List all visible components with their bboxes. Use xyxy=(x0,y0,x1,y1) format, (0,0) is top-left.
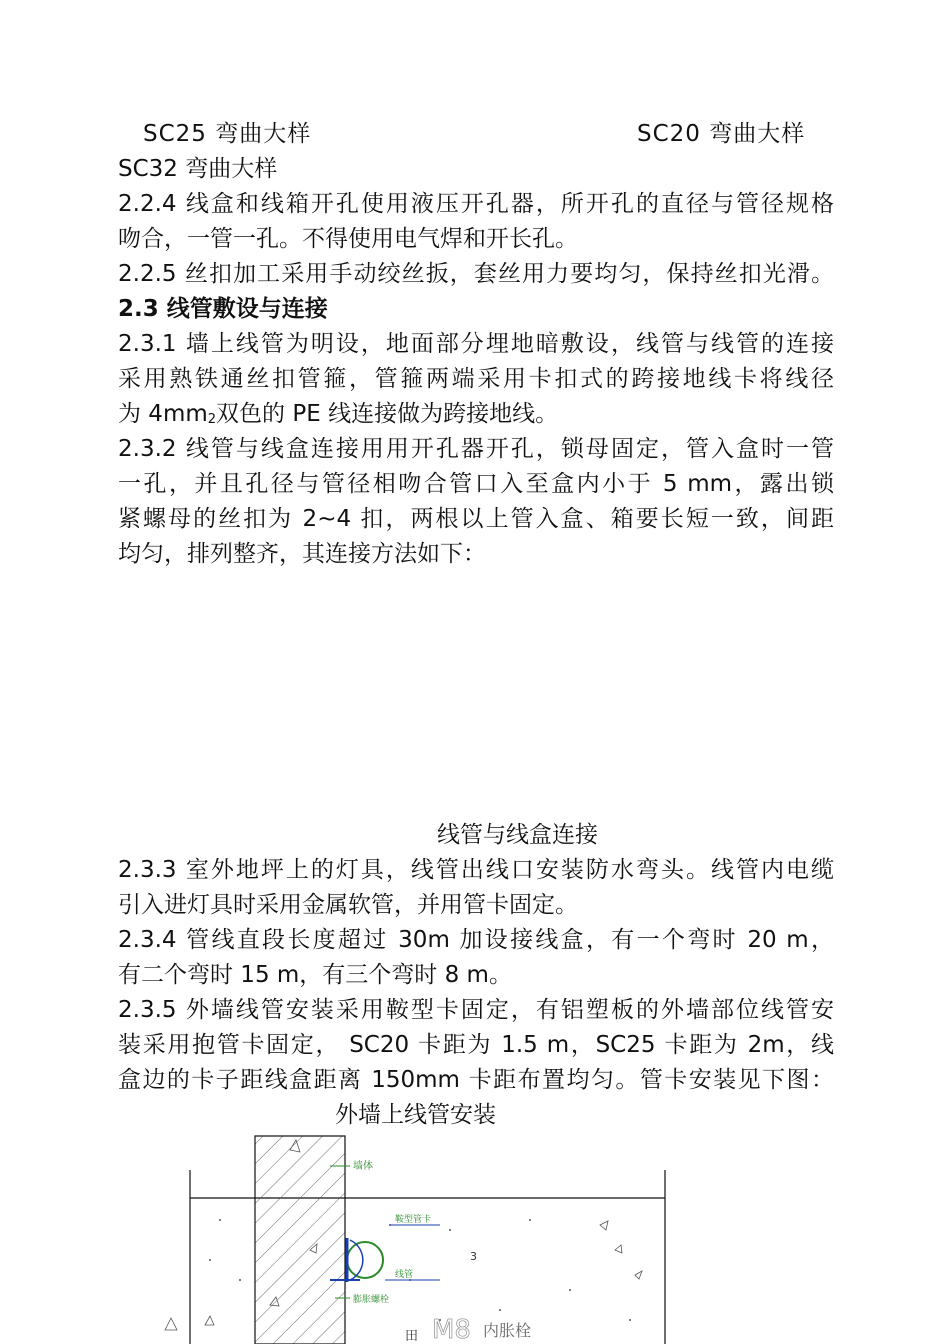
caption-wall-install: 外墙上线管安装 xyxy=(335,1102,496,1128)
para-234-line2: 有二个弯时 15 m，有三个弯时 8 m。 xyxy=(118,962,512,988)
para-231-line3 xyxy=(118,397,834,437)
para-224-line2: 吻合，一管一孔。不得使用电气焊和开长孔。 xyxy=(118,226,578,252)
para-225-line1: 2.2.5 丝扣加工采用手动绞丝扳，套丝用力要均匀，保持丝扣光滑。 xyxy=(118,261,834,287)
label-m8: M8 xyxy=(432,1315,471,1344)
para-233-line2: 引入进灯具时采用金属软管，并用管卡固定。 xyxy=(118,892,578,918)
label-pipe: 线管 xyxy=(395,1270,414,1280)
label-number: 3 xyxy=(470,1250,477,1263)
para-231-line2: 采用熟铁通丝扣管箍，管箍两端采用卡扣式的跨接地线卡将线径 xyxy=(118,366,834,392)
label-wall: 墙体 xyxy=(353,1161,373,1172)
caption-sc20: SC20 弯曲大样 xyxy=(637,121,806,147)
para-232-line2: 一孔，并且孔径与管径相吻合管口入至盒内小于 5 mm，露出锁 xyxy=(118,471,834,497)
para-231-line1: 2.3.1 墙上线管为明设，地面部分埋地暗敷设，线管与线管的连接 xyxy=(118,331,834,357)
para-224-line1: 2.2.4 线盒和线箱开孔使用液压开孔器，所开孔的直径与管径规格 xyxy=(118,191,834,217)
para-234-line1: 2.3.4 管线直段长度超过 30m 加设接线盒，有一个弯时 20 m， xyxy=(118,927,834,953)
section-heading-2-3: 2.3 线管敷设与连接 xyxy=(118,296,328,322)
label-clamp: 鞍型管卡 xyxy=(395,1215,432,1225)
para-232-line4: 均匀，排列整齐，其连接方法如下： xyxy=(118,541,486,567)
para-233-line1: 2.3.3 室外地坪上的灯具，线管出线口安装防水弯头。线管内电缆 xyxy=(118,857,834,883)
caption-box-connection: 线管与线盒连接 xyxy=(437,822,598,848)
label-bolt-small: 膨胀螺栓 xyxy=(353,1295,390,1305)
label-m8-suffix: 内胀栓 xyxy=(483,1321,532,1340)
label-box: 田 xyxy=(405,1329,419,1344)
para-231-line3-b: 双色的 PE 线连接做为跨接地线。 xyxy=(216,401,559,427)
concrete-marks xyxy=(165,1140,642,1330)
para-231-line3-a: 为 4mm xyxy=(118,401,208,427)
caption-sc32: SC32 弯曲大样 xyxy=(118,156,278,182)
wall-pipe-drawing xyxy=(150,1130,710,1344)
para-232-line3: 紧螺母的丝扣为 2~4 扣，两根以上管入盒、箱要长短一致，间距 xyxy=(118,506,834,532)
wall-section xyxy=(255,1136,345,1344)
para-235-line3: 盒边的卡子距线盒距离 150mm 卡距布置均匀。管卡安装见下图： xyxy=(118,1067,834,1093)
para-235-line2: 装采用抱管卡固定， SC20 卡距为 1.5 m，SC25 卡距为 2m，线 xyxy=(118,1032,834,1058)
pipe-circle xyxy=(347,1242,383,1278)
para-232-line1: 2.3.2 线管与线盒连接用用开孔器开孔，锁母固定，管入盒时一管 xyxy=(118,436,834,462)
caption-sc25: SC25 弯曲大样 xyxy=(143,121,312,147)
para-235-line1: 2.3.5 外墙线管安装采用鞍型卡固定，有铝塑板的外墙部位线管安 xyxy=(118,997,834,1023)
subscript-2: 2 xyxy=(207,412,217,427)
